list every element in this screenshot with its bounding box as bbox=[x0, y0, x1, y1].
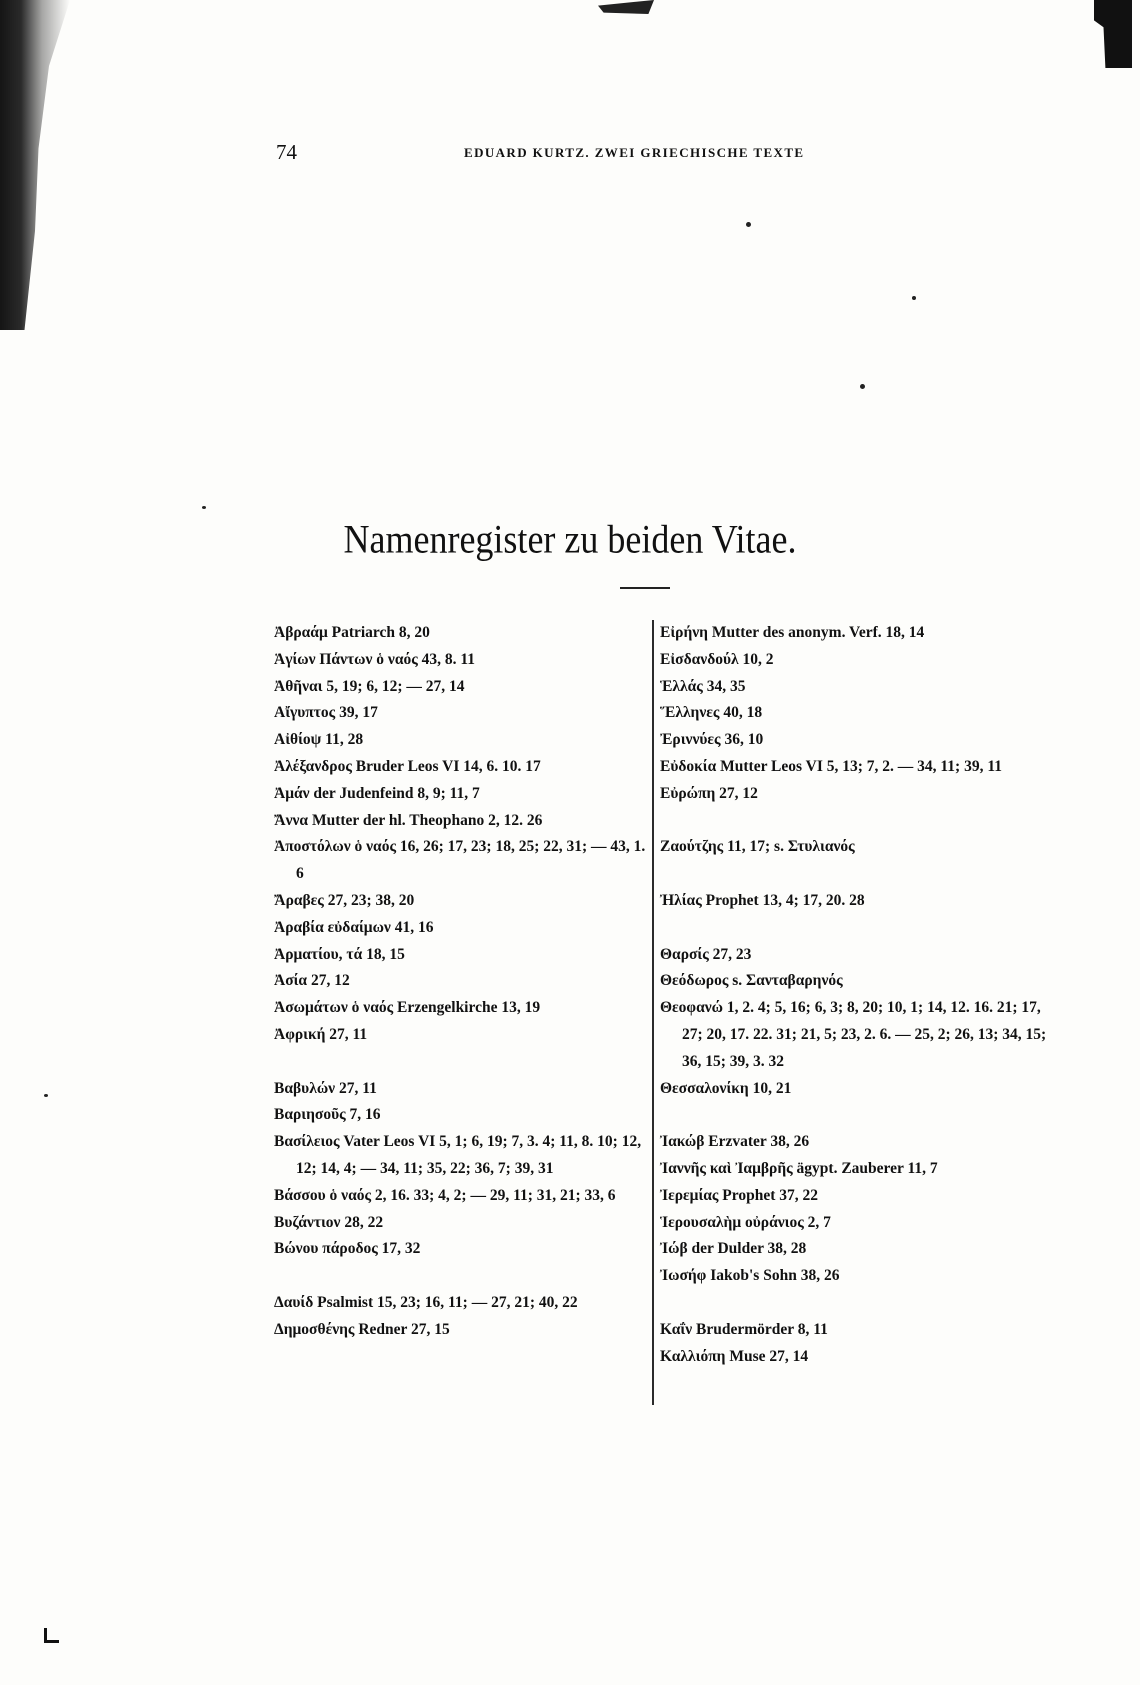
index-entry: Θεοφανώ 1, 2. 4; 5, 16; 6, 3; 8, 20; 10, 1; 14, 12. 16. 21; 17, 27; 20, 17. 22. 31; 21, 5; 23, 2. 6. — 25, 2; 26, 13; 34, 15; 36, 15; 39, 3. 32 bbox=[660, 999, 1051, 1070]
index-entry: Ἐριννύες 36, 10 bbox=[660, 731, 764, 749]
index-entry: Ἱερουσαλὴμ οὐράνιος 2, 7 bbox=[660, 1213, 831, 1231]
index-entry: Ἀραβία εὐδαίμων 41, 16 bbox=[274, 918, 434, 936]
page-number: 74 bbox=[276, 140, 297, 164]
index-entry: Καΐν Brudermörder 8, 11 bbox=[660, 1320, 828, 1338]
index-entry: Ἑλλάς 34, 35 bbox=[660, 677, 746, 695]
index-entry: Ἄννα Mutter der hl. Theophano 2, 12. 26 bbox=[274, 811, 543, 829]
index-entry: Ἀρματίου, τά 18, 15 bbox=[274, 945, 405, 963]
index-entry: Ἰώβ der Dulder 38, 28 bbox=[660, 1240, 807, 1258]
index-entry: Ἀσία 27, 12 bbox=[274, 972, 350, 990]
scan-speck bbox=[860, 384, 865, 389]
index-entry: Ἀσωμάτων ὁ ναός Erzengelkirche 13, 19 bbox=[274, 999, 541, 1017]
index-entry: Ἀμάν der Judenfeind 8, 9; 11, 7 bbox=[274, 784, 480, 802]
left-column bbox=[274, 620, 650, 1344]
scan-smudge bbox=[598, 0, 654, 14]
index-entry: Ἀποστόλων ὁ ναός 16, 26; 17, 23; 18, 25; 22, 31; — 43, 1. 6 bbox=[274, 838, 650, 883]
scan-speck bbox=[912, 296, 916, 300]
index-entry: Δαυίδ Psalmist 15, 23; 16, 11; — 27, 21; 40, 22 bbox=[274, 1293, 578, 1311]
index-entry: Ἄραβες 27, 23; 38, 20 bbox=[274, 891, 415, 909]
page-header bbox=[276, 140, 1040, 168]
index-entry: Δημοσθένης Redner 27, 15 bbox=[274, 1320, 450, 1338]
index-entry: Βώνου πάροδος 17, 32 bbox=[274, 1240, 421, 1258]
index-entry: Εἰρήνη Mutter des anonym. Verf. 18, 14 bbox=[660, 624, 925, 641]
scan-edge-shadow bbox=[0, 0, 70, 330]
index-columns bbox=[274, 620, 1052, 1405]
index-entry: Ἰωσήφ Iakob's Sohn 38, 26 bbox=[660, 1267, 840, 1285]
letter-group-gap bbox=[274, 1263, 646, 1290]
index-entry: Ἀφρική 27, 11 bbox=[274, 1025, 368, 1043]
letter-group-gap bbox=[660, 1290, 1052, 1317]
letter-group-gap bbox=[660, 861, 1052, 888]
index-entry: Ἰερεμίας Prophet 37, 22 bbox=[660, 1186, 819, 1204]
letter-group-gap bbox=[274, 1049, 646, 1076]
index-entry: Θαρσίς 27, 23 bbox=[660, 945, 752, 963]
index-entry: Ἠλίας Prophet 13, 4; 17, 20. 28 bbox=[660, 891, 865, 909]
index-entry: Βασίλειος Vater Leos VI 5, 1; 6, 19; 7, 3. 4; 11, 8. 10; 12, 12; 14, 4; — 34, 11; 35, 22; 36, 7; 39, 31 bbox=[274, 1133, 645, 1177]
scan-corner-l-mark bbox=[44, 1628, 59, 1643]
index-entry: Ἰαννῆς καὶ Ἰαμβρῆς ägypt. Zauberer 11, 7 bbox=[660, 1159, 938, 1177]
column-divider bbox=[652, 620, 654, 1405]
letter-group-gap bbox=[660, 1102, 1052, 1129]
index-entry: Ἕλληνες 40, 18 bbox=[660, 704, 763, 722]
index-entry: Βαβυλών 27, 11 bbox=[274, 1079, 377, 1097]
index-entry: Εἰσδανδούλ 10, 2 bbox=[660, 650, 774, 668]
index-entry: Θεσσαλονίκη 10, 21 bbox=[660, 1079, 792, 1097]
index-entry: Αἰθίοψ 11, 28 bbox=[274, 731, 364, 749]
index-entry: Καλλιόπη Muse 27, 14 bbox=[660, 1347, 809, 1365]
index-entry: Βαριησοῦς 7, 16 bbox=[274, 1106, 381, 1124]
index-entry: Θεόδωρος s. Σανταβαρηνός bbox=[660, 972, 843, 990]
index-entry: Βυζάντιον 28, 22 bbox=[274, 1213, 384, 1231]
right-column bbox=[660, 620, 1052, 1370]
index-entry: Ἀβραάμ Patriarch 8, 20 bbox=[274, 624, 430, 641]
scan-speck bbox=[202, 506, 206, 509]
index-entry: Ἀλέξανδρος Bruder Leos VI 14, 6. 10. 17 bbox=[274, 757, 541, 775]
index-entry: Ζαούτζης 11, 17; s. Στυλιανός bbox=[660, 838, 855, 856]
scan-corner-mark bbox=[1094, 0, 1132, 68]
page-title: Namenregister zu beiden Vitae. bbox=[343, 516, 797, 562]
index-entry: Ἀθῆναι 5, 19; 6, 12; — 27, 14 bbox=[274, 677, 465, 695]
index-entry: Ἁγίων Πάντων ὁ ναός 43, 8. 11 bbox=[274, 650, 476, 668]
index-entry: Εὐρώπη 27, 12 bbox=[660, 784, 758, 802]
index-entry: Εὐδοκία Mutter Leos VI 5, 13; 7, 2. — 34, 11; 39, 11 bbox=[660, 757, 1002, 775]
index-entry: Αἴγυπτος 39, 17 bbox=[274, 704, 378, 722]
title-rule bbox=[620, 587, 670, 589]
index-entry: Βάσσου ὁ ναός 2, 16. 33; 4, 2; — 29, 11; 31, 21; 33, 6 bbox=[274, 1186, 616, 1204]
running-head: EDUARD KURTZ. ZWEI GRIECHISCHE TEXTE bbox=[464, 145, 805, 160]
scan-speck bbox=[746, 222, 751, 227]
index-entry: Ἰακώβ Erzvater 38, 26 bbox=[660, 1133, 810, 1151]
letter-group-gap bbox=[660, 808, 1052, 835]
scan-speck bbox=[44, 1094, 48, 1097]
letter-group-gap bbox=[660, 915, 1052, 942]
